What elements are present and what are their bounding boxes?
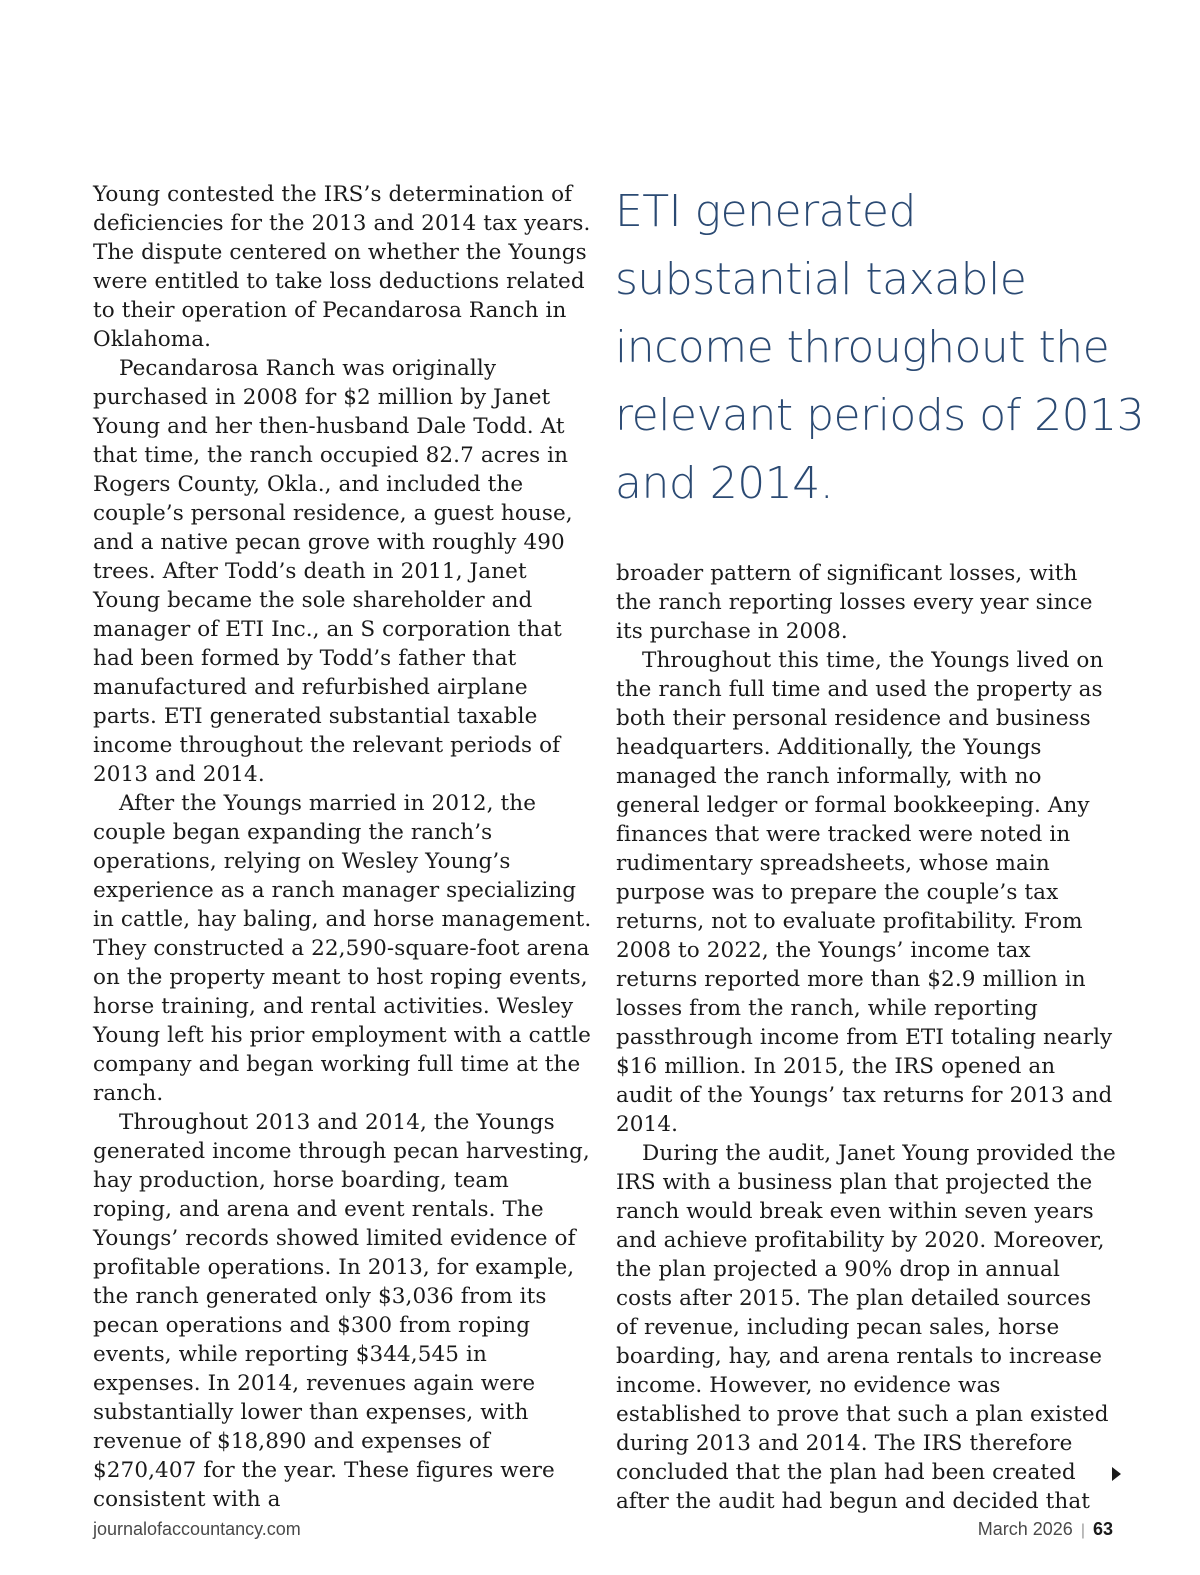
paragraph: Throughout 2013 and 2014, the Youngs generated income through pecan harvesting, hay production, horse boarding, team roping, and arena and event rentals. The Youngs’ records showed limited evidence of profitable operations. In 2013, for example, the ranch generated only $3,036 from its pecan operations and $300 from roping events, while reporting $344,545 in expenses. In 2014, revenues again were substantially lower than expenses, with revenue of $18,890 and expenses of $270,407 for the year. These figures were consistent with a — [93, 1110, 590, 1512]
pull-quote-line: substantial taxable — [615, 254, 1027, 305]
continue-arrow-icon — [1112, 1467, 1121, 1481]
paragraph: During the audit, Janet Young provided the IRS with a business plan that projected the ranch would break even within seven years and achieve profitability by 2020. Moreover, the plan projected a 90% drop in annual costs after 2015. The plan detailed sources of revenue, including pecan sales, horse boarding, hay, and arena rentals to increase income. However, no evidence was established to prove that such a plan existed during 2013 and 2014. The IRS therefore concluded that the plan had been created after the audit had begun and decided that — [616, 1141, 1116, 1514]
left-column — [93, 180, 593, 1514]
pull-quote-line: ETI generated — [615, 186, 916, 237]
pull-quote-line: income throughout the — [615, 322, 1110, 373]
footer-page-info — [978, 1519, 1113, 1540]
pull-quote-line: relevant periods of 2013 — [615, 390, 1145, 441]
paragraph: Young contested the IRS’s determination of deficiencies for the 2013 and 2014 tax years. The dispute centered on whether the Youngs were entitled to take loss deductions related to their operation of Pecandarosa Ranch in Oklahoma. — [93, 182, 591, 352]
page-number: 63 — [1092, 1519, 1113, 1539]
issue-date: March 2026 — [977, 1519, 1073, 1539]
paragraph: Throughout this time, the Youngs lived on the ranch full time and used the property as both their personal residence and business headquarters. Additionally, the Youngs managed the ranch informally, with no general ledger or formal bookkeeping. Any finances that were tracked were noted in rudimentary spreadsheets, whose main purpose was to prepare the couple’s tax returns, not to evaluate profitability. From 2008 to 2022, the Youngs’ income tax returns reported more than $2.9 million in losses from the ranch, while reporting passthrough income from ETI totaling nearly $16 million. In 2015, the IRS opened an audit of the Youngs’ tax returns for 2013 and 2014. — [616, 648, 1113, 1137]
right-column — [616, 559, 1116, 1516]
footer-separator: | — [1080, 1522, 1085, 1539]
paragraph: After the Youngs married in 2012, the couple began expanding the ranch’s operations, relying on Wesley Young’s experience as a ranch manager specializing in cattle, hay baling, and horse management. They constructed a 22,590-square-foot arena on the property meant to host roping events, horse training, and rental activities. Wesley Young left his prior employment with a cattle company and began working full time at the ranch. — [93, 791, 592, 1106]
paragraph: Pecandarosa Ranch was originally purchased in 2008 for $2 million by Janet Young and her then-husband Dale Todd. At that time, the ranch occupied 82.7 acres in Rogers County, Okla., and included the couple’s personal residence, a guest house, and a native pecan grove with roughly 490 trees. After Todd’s death in 2011, Janet Young became the sole shareholder and manager of ETI Inc., an S corporation that had been formed by Todd’s father that manufactured and refurbished airplane parts. ETI generated substantial taxable income throughout the relevant periods of 2013 and 2014. — [93, 356, 573, 787]
paragraph: broader pattern of significant losses, with the ranch reporting losses every year since its purchase in 2008. — [616, 561, 1093, 644]
footer-site: journalofaccountancy.com — [93, 1519, 301, 1539]
pull-quote-line: and 2014. — [615, 458, 834, 509]
pull-quote — [615, 178, 1145, 518]
